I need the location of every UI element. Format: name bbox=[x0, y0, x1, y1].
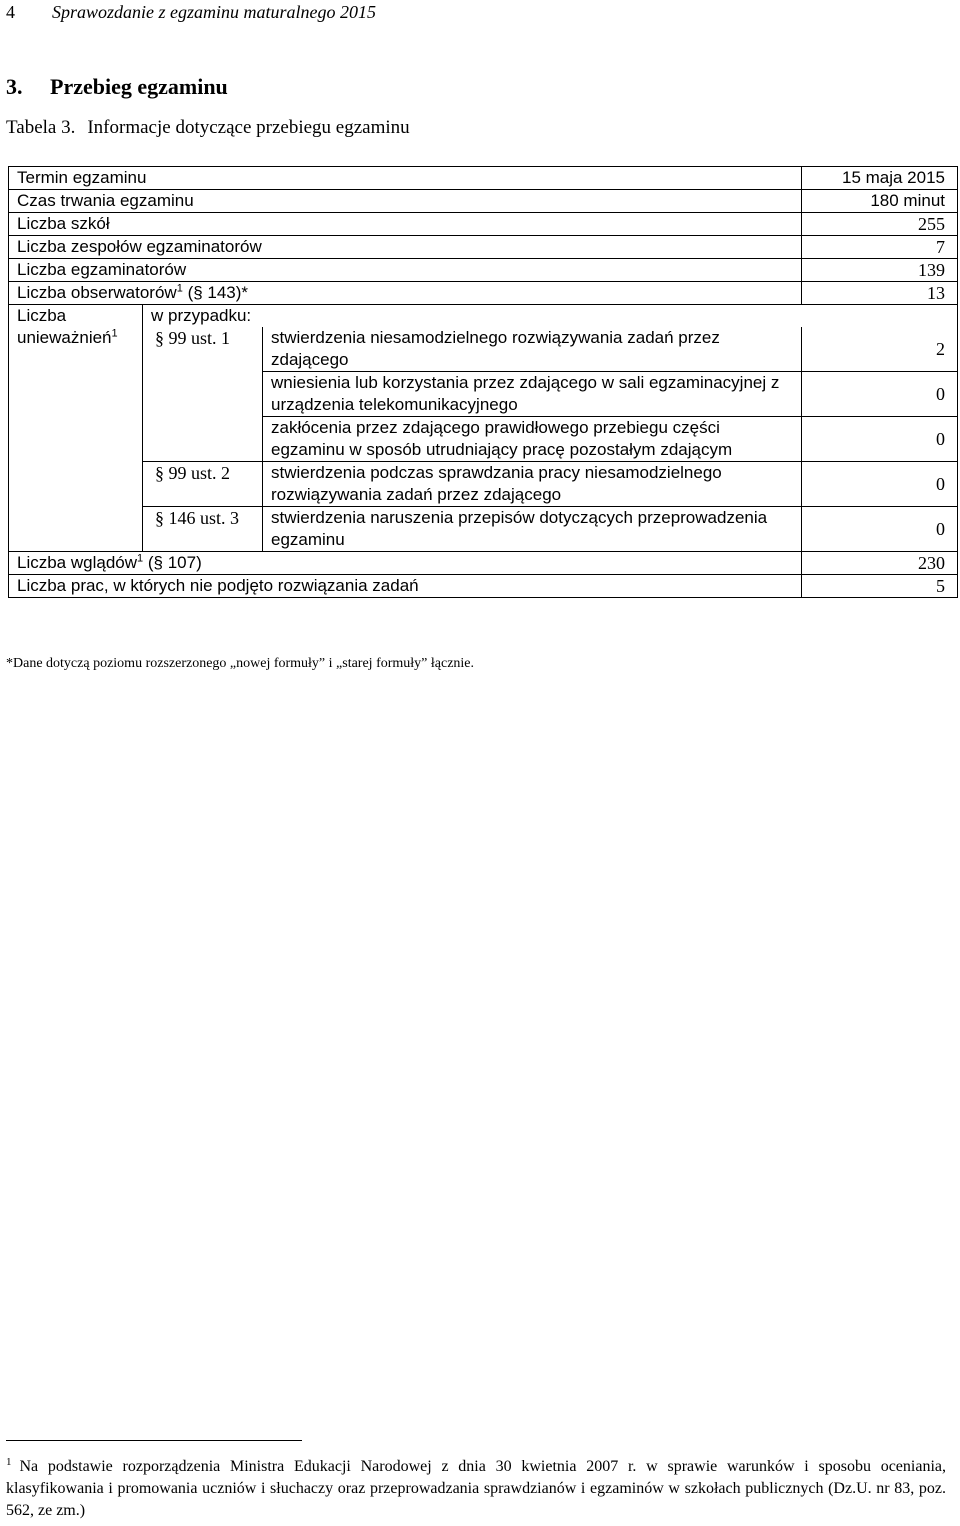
row-label: Liczba egzaminatorów bbox=[9, 259, 802, 282]
row-value: 0 bbox=[802, 372, 958, 417]
paragraph-cell: § 99 ust. 1 bbox=[143, 327, 263, 462]
table-note: *Dane dotyczą poziomu rozszerzonego „nowej formuły” i „starej formuły” łącznie. bbox=[6, 656, 475, 671]
row-label bbox=[9, 282, 802, 305]
row-value: 2 bbox=[802, 327, 958, 372]
table-row bbox=[9, 190, 958, 213]
row-value: 5 bbox=[802, 575, 958, 598]
footnote-ref: 1 bbox=[137, 552, 144, 565]
section-number: 3. bbox=[6, 74, 23, 99]
table-row bbox=[9, 552, 958, 575]
paragraph-ref: (§ 143)* bbox=[187, 283, 249, 302]
row-label bbox=[9, 552, 802, 575]
page-header bbox=[6, 0, 376, 24]
table-row bbox=[9, 259, 958, 282]
exam-info-table bbox=[8, 166, 958, 598]
table-row bbox=[9, 575, 958, 598]
row-value: 13 bbox=[802, 282, 958, 305]
reason-cell: stwierdzenia niesamodzielnego rozwiązywania zadań przez zdającego bbox=[263, 327, 802, 372]
footnote-separator bbox=[6, 1440, 302, 1441]
row-value: 7 bbox=[802, 236, 958, 259]
table-row bbox=[9, 462, 958, 507]
row-value: 180 minut bbox=[802, 190, 958, 213]
row-label: Termin egzaminu bbox=[9, 167, 802, 190]
running-title: Sprawozdanie z egzaminu maturalnego 2015 bbox=[52, 2, 376, 22]
paragraph-cell: § 99 ust. 2 bbox=[143, 462, 263, 507]
row-value: 15 maja 2015 bbox=[802, 167, 958, 190]
paragraph-ref: (§ 107) bbox=[147, 553, 202, 572]
table-row bbox=[9, 327, 958, 372]
row-value: 0 bbox=[802, 507, 958, 552]
page-number: 4 bbox=[6, 2, 15, 22]
row-label: Liczba prac, w których nie podjęto rozwiązania zadań bbox=[9, 575, 802, 598]
footnote-ref: 1 bbox=[176, 282, 183, 295]
table-row bbox=[9, 305, 958, 328]
footnote-ref: 1 bbox=[111, 327, 118, 340]
reviews-label: Liczba wglądów bbox=[17, 553, 138, 572]
row-value: 0 bbox=[802, 417, 958, 462]
reason-cell: wniesienia lub korzystania przez zdającego w sali egzaminacyjnej z urządzenia telekomunikacyjnego bbox=[263, 372, 802, 417]
annulments-intro: w przypadku: bbox=[143, 305, 958, 328]
reason-cell: stwierdzenia naruszenia przepisów dotyczących przeprowadzenia egzaminu bbox=[263, 507, 802, 552]
table-row bbox=[9, 282, 958, 305]
row-label: Liczba zespołów egzaminatorów bbox=[9, 236, 802, 259]
table-caption-text: Informacje dotyczące przebiegu egzaminu bbox=[87, 117, 410, 138]
row-value: 139 bbox=[802, 259, 958, 282]
section-title: Przebieg egzaminu bbox=[50, 74, 228, 99]
footnote-marker: 1 bbox=[6, 1455, 12, 1468]
row-label: Czas trwania egzaminu bbox=[9, 190, 802, 213]
footnote bbox=[6, 1456, 946, 1522]
row-value: 0 bbox=[802, 462, 958, 507]
annulments-label-cell bbox=[9, 305, 143, 552]
paragraph-cell: § 146 ust. 3 bbox=[143, 507, 263, 552]
annulments-label-line1: Liczba bbox=[17, 306, 67, 325]
table-row bbox=[9, 213, 958, 236]
reason-cell: stwierdzenia podczas sprawdzania pracy niesamodzielnego rozwiązywania zadań przez zdającego bbox=[263, 462, 802, 507]
observers-label: Liczba obserwatorów bbox=[17, 283, 177, 302]
row-value: 255 bbox=[802, 213, 958, 236]
table-row bbox=[9, 167, 958, 190]
section-heading bbox=[6, 74, 228, 100]
row-value: 230 bbox=[802, 552, 958, 575]
table-caption bbox=[6, 117, 410, 139]
row-label: Liczba szkół bbox=[9, 213, 802, 236]
table-row bbox=[9, 236, 958, 259]
footnote-text: Na podstawie rozporządzenia Ministra Edukacji Narodowej z dnia 30 kwietnia 2007 r. w sprawie warunków i sposobu oceniania, klasyfikowania i promowania uczniów i słuchaczy oraz przeprowadzania sprawdzianów i egzaminów w szkołach publicznych (Dz.U. nr 83, poz. 562, ze zm.) bbox=[6, 1458, 946, 1519]
annulments-label-line2: unieważnień bbox=[17, 328, 112, 347]
table-row bbox=[9, 507, 958, 552]
reason-cell: zakłócenia przez zdającego prawidłowego przebiegu części egzaminu w sposób utrudniający pracę pozostałym zdającym bbox=[263, 417, 802, 462]
table-caption-label: Tabela 3. bbox=[6, 117, 76, 138]
